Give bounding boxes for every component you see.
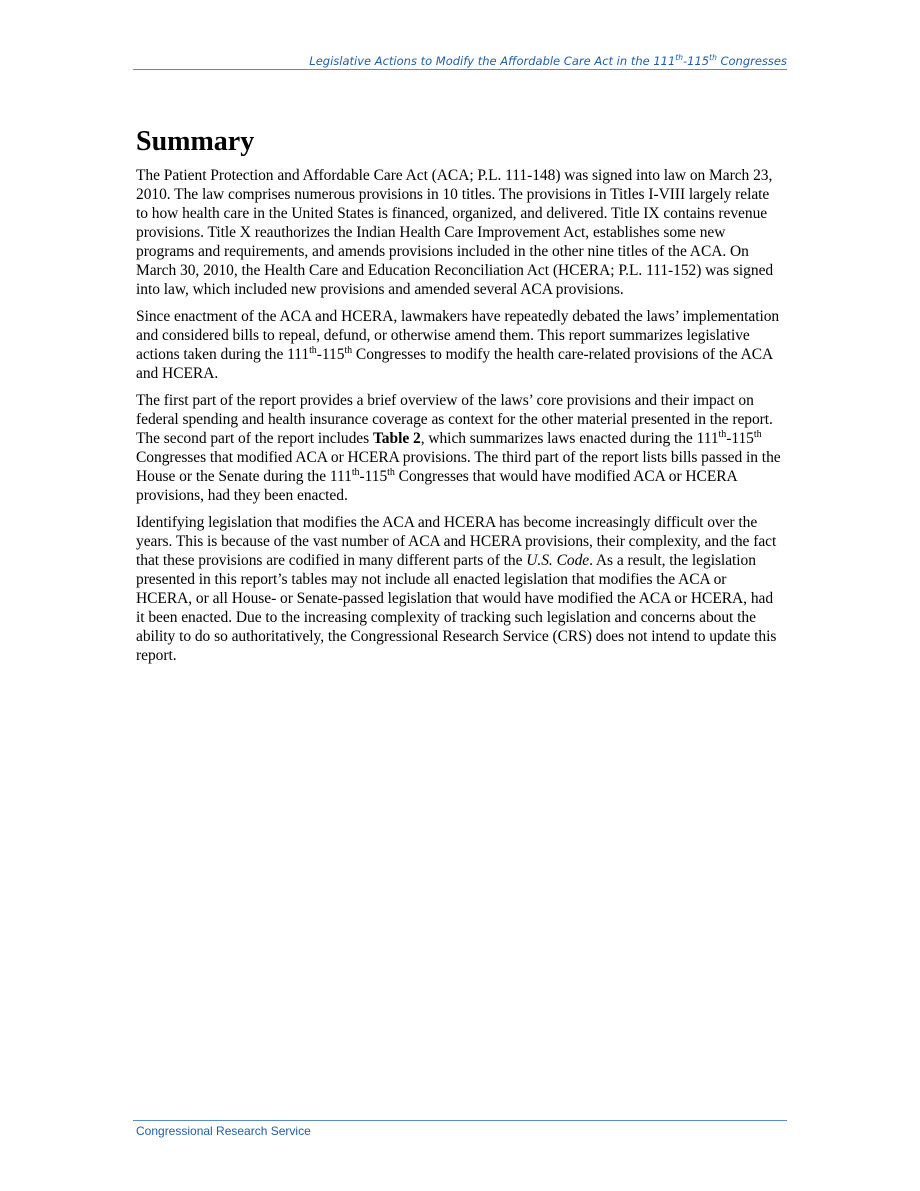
running-header-text: -115 (683, 54, 710, 68)
superscript: th (344, 344, 353, 356)
paragraph-text: Since enactment of the ACA and HCERA, lawmakers have repeatedly debated the laws’ implementation and considered bills to repeal, defund, or otherwise amend them. This report summarizes legislative actions taken during the 111 (136, 308, 780, 363)
paragraph-text: -115 (359, 468, 388, 485)
superscript: th (351, 466, 360, 478)
paragraph-text: Identifying legislation that modifies the ACA and HCERA has become increasingly difficult over the years. This is because of the vast number of ACA and HCERA provisions, their complexity, and the fact that these provisions are codified in many different parts of the (136, 514, 777, 569)
paragraph-text: , which summarizes laws enacted during the 111 (420, 430, 719, 447)
summary-section (136, 124, 784, 673)
superscript: th (718, 428, 727, 440)
paragraph-text: Congresses that modified ACA or HCERA provisions. The third part of the report lists bills passed in the House or the Senate during the 111 (136, 449, 781, 485)
superscript: th (309, 344, 317, 356)
paragraph-text: . As a result, the legislation presented in this report’s tables may not include all enacted legislation that modifies the ACA or HCERA, or all House- or Senate-passed legislation that would have modified the ACA or HCERA, had it been enacted. Due to the increasing complexity of tracking such legislation and concerns about the ability to do so authoritatively, the Congressional Research Service (CRS) does not intend to update this report. (136, 552, 777, 664)
paragraph-text: -115 (726, 430, 754, 447)
paragraph-text: Congresses to modify the health care-related provisions of the ACA and HCERA. (136, 346, 773, 382)
section-heading: Summary (136, 126, 255, 157)
summary-paragraph-4 (136, 513, 784, 665)
superscript: th (675, 53, 684, 63)
paragraph-text: The first part of the report provides a brief overview of the laws’ core provisions and their impact on federal spending and health insurance coverage as context for the other material presented in the report. The second part of the report includes (136, 392, 773, 447)
header-divider (133, 69, 787, 70)
footer-org: Congressional Research Service (136, 1124, 311, 1138)
superscript: th (709, 53, 717, 63)
running-header-text: Legislative Actions to Modify the Affordable Care Act in the 111 (309, 54, 676, 68)
table-reference: Table 2 (372, 430, 421, 447)
superscript: th (753, 428, 762, 440)
running-header-text: Congresses (716, 54, 787, 68)
running-header (133, 53, 787, 69)
summary-paragraph-3 (136, 391, 784, 505)
paragraph-text: Congresses that would have modified ACA or HCERA provisions, had they been enacted. (136, 468, 737, 504)
paragraph-text: -115 (316, 346, 345, 363)
footer-divider (133, 1120, 787, 1121)
superscript: th (387, 466, 395, 478)
code-title: U.S. Code (526, 552, 590, 569)
summary-paragraph-1: The Patient Protection and Affordable Care Act (ACA; P.L. 111-148) was signed into law on March 23, 2010. The law comprises numerous provisions in 10 titles. The provisions in Titles I-VIII largely relate to how health care in the United States is financed, organized, and delivered. Title IX contains revenue provisions. Title X reauthorizes the Indian Health Care Improvement Act, establishes some new programs and requirements, and amends provisions included in the other nine titles of the ACA. On March 30, 2010, the Health Care and Education Reconciliation Act (HCERA; P.L. 111-152) was signed into law, which included new provisions and amended several ACA provisions. (136, 167, 774, 298)
summary-paragraph-2 (136, 307, 784, 383)
